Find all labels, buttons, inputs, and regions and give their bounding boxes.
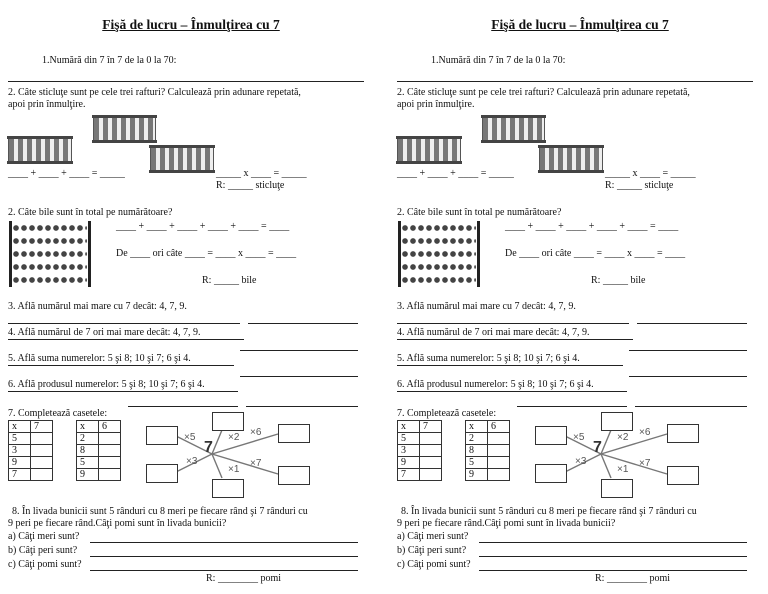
question-c: c) Câţi pomi sunt? [397,559,471,570]
bottle-shelf-image [539,147,603,171]
exercise-1-text: 1.Numără din 7 în 7 de la 0 la 70: [42,55,177,66]
abacus-image [398,221,480,287]
exercise-2-text: 2. Câte sticluţe sunt pe cele trei rafturi? Calculează prin adunare repetată, [397,87,690,98]
table-cell: 2 [466,433,488,445]
worksheet-left [6,0,376,594]
answer-box[interactable] [667,466,699,485]
answer-box[interactable] [278,424,310,443]
operator-label: ×1 [617,464,629,475]
answer-line [637,323,747,324]
table-blank-cell[interactable] [488,445,510,457]
answer-line [629,350,747,351]
answer-line [240,350,358,351]
abacus-multiplication-blanks: De ____ ori câte ____ = ____ x ____ = ____ [116,248,297,259]
table-cell: 3 [9,445,31,457]
worksheet-title: Fişă de lucru – Înmulţirea cu 7 [102,17,280,32]
addition-blanks: ____ + ____ + ____ = _____ [8,168,125,179]
answer-box[interactable] [212,479,244,498]
exercise-7-text: 6. Află produsul numerelor: 5 şi 8; 10 şi 7; 6 şi 4. [397,379,594,390]
answer-line [635,406,747,407]
table-cell: 8 [77,445,99,457]
answer-line [248,323,358,324]
answer-line [397,339,633,340]
multiplication-table-7 [8,420,53,481]
table-cell: 9 [466,469,488,481]
table-cell: 3 [398,445,420,457]
final-answer: R: ________ pomi [206,573,282,584]
exercise-5-text: 4. Află numărul de 7 ori mai mare decât: 4, 7, 9. [397,327,590,338]
exercise-8-text: 7. Completează casetele: [397,408,497,419]
exercise-7-text: 6. Află produsul numerelor: 5 şi 8; 10 şi 7; 6 şi 4. [8,379,205,390]
exercise-2-text-cont: apoi prin înmulţire. [8,99,86,110]
answer-line [128,406,238,407]
abacus-addition-blanks: ____ + ____ + ____ + ____ + ____ = ____ [116,221,290,232]
table-cell: 9 [398,457,420,469]
answer-box[interactable] [535,464,567,483]
answer-box[interactable] [535,426,567,445]
final-answer: R: ________ pomi [595,573,671,584]
answer-box[interactable] [146,426,178,445]
worksheet-right [395,0,765,594]
multiplication-star-diagram [142,412,310,496]
exercise-9-text: 8. În livada bunicii sunt 5 rânduri cu 8 meri pe fiecare rând şi 7 rânduri cu [12,506,308,517]
answer-line [397,81,753,82]
question-b: b) Câţi peri sunt? [8,545,78,556]
table-cell: 5 [398,433,420,445]
table-blank-cell[interactable] [31,469,53,481]
question-b: b) Câţi peri sunt? [397,545,467,556]
answer-box[interactable] [278,466,310,485]
answer-line [90,542,358,543]
multiplication-table-6 [76,420,121,481]
table-cell: 9 [9,457,31,469]
exercise-2-text: 2. Câte sticluţe sunt pe cele trei rafturi? Calculează prin adunare repetată, [8,87,301,98]
table-blank-cell[interactable] [99,433,121,445]
operator-label: ×1 [228,464,240,475]
question-c: c) Câţi pomi sunt? [8,559,82,570]
table-cell: 5 [9,433,31,445]
operator-label: ×7 [250,458,262,469]
table-blank-cell[interactable] [488,433,510,445]
table-header-cell: 6 [488,421,510,433]
center-number: 7 [593,439,602,456]
exercise-2-text-cont: apoi prin înmulţire. [397,99,475,110]
answer-line [8,81,364,82]
table-header-cell: x [466,421,488,433]
table-blank-cell[interactable] [99,469,121,481]
table-header-cell: 7 [420,421,442,433]
answer-line [397,323,629,324]
exercise-9-text: 8. În livada bunicii sunt 5 rânduri cu 8 meri pe fiecare rând şi 7 rânduri cu [401,506,697,517]
table-blank-cell[interactable] [420,469,442,481]
table-blank-cell[interactable] [31,433,53,445]
exercise-4-text: 3. Află numărul mai mare cu 7 decât: 4, 7, 9. [397,301,576,312]
table-blank-cell[interactable] [31,445,53,457]
answer-box[interactable] [146,464,178,483]
answer-line [479,556,747,557]
table-cell: 2 [77,433,99,445]
multiplication-table-6 [465,420,510,481]
answer-line [629,376,747,377]
answer-line [8,339,244,340]
table-cell: 9 [77,469,99,481]
operator-label: ×3 [186,456,198,467]
operator-label: ×2 [617,432,629,443]
center-number: 7 [204,439,213,456]
answer-bottles: R: _____ sticluţe [605,180,674,191]
operator-label: ×5 [184,432,196,443]
answer-line [240,376,358,377]
answer-bottles: R: _____ sticluţe [216,180,285,191]
table-cell: 5 [77,457,99,469]
answer-line [8,323,240,324]
answer-beads: R: _____ bile [202,275,257,286]
addition-blanks: ____ + ____ + ____ = _____ [397,168,514,179]
exercise-6-text: 5. Află suma numerelor: 5 şi 8; 10 şi 7; 6 şi 4. [8,353,191,364]
operator-label: ×6 [250,427,262,438]
answer-line [90,570,358,571]
answer-box[interactable] [667,424,699,443]
answer-box[interactable] [601,479,633,498]
multiplication-blanks: _____ x ____ = _____ [605,168,696,179]
abacus-image [9,221,91,287]
operator-label: ×2 [228,432,240,443]
operator-label: ×3 [575,456,587,467]
answer-box[interactable] [601,412,633,431]
table-cell: 5 [466,457,488,469]
exercise-8-text: 7. Completează casetele: [8,408,108,419]
question-a: a) Câţi meri sunt? [397,531,469,542]
operator-label: ×5 [573,432,585,443]
table-blank-cell[interactable] [420,433,442,445]
answer-line [479,570,747,571]
answer-box[interactable] [212,412,244,431]
operator-label: ×6 [639,427,651,438]
exercise-3-text: 2. Câte bile sunt în total pe numărătoare? [397,207,562,218]
table-blank-cell[interactable] [420,457,442,469]
multiplication-table-7 [397,420,442,481]
abacus-addition-blanks: ____ + ____ + ____ + ____ + ____ = ____ [505,221,679,232]
multiplication-star-diagram [531,412,699,496]
answer-line [8,391,238,392]
exercise-4-text: 3. Află numărul mai mare cu 7 decât: 4, 7, 9. [8,301,187,312]
bottle-shelf-image [482,117,545,141]
table-header-cell: 7 [31,421,53,433]
answer-line [397,365,623,366]
answer-line [8,365,234,366]
answer-line [246,406,358,407]
exercise-1-text: 1.Numără din 7 în 7 de la 0 la 70: [431,55,566,66]
bottle-shelf-image [93,117,156,141]
exercise-6-text: 5. Află suma numerelor: 5 şi 8; 10 şi 7; 6 şi 4. [397,353,580,364]
exercise-9-text-cont: 9 peri pe fiecare rând.Câţi pomi sunt în livada bunicii? [397,518,616,529]
answer-line [397,391,627,392]
answer-line [90,556,358,557]
table-blank-cell[interactable] [488,469,510,481]
table-cell: 7 [9,469,31,481]
answer-beads: R: _____ bile [591,275,646,286]
exercise-3-text: 2. Câte bile sunt în total pe numărătoare? [8,207,173,218]
exercise-5-text: 4. Află numărul de 7 ori mai mare decât: 4, 7, 9. [8,327,201,338]
table-header-cell: x [77,421,99,433]
table-blank-cell[interactable] [420,445,442,457]
bottle-shelf-image [397,138,461,162]
table-blank-cell[interactable] [99,457,121,469]
table-header-cell: x [398,421,420,433]
multiplication-blanks: _____ x ____ = _____ [216,168,307,179]
table-cell: 7 [398,469,420,481]
worksheet-title: Fişă de lucru – Înmulţirea cu 7 [491,17,669,32]
question-a: a) Câţi meri sunt? [8,531,80,542]
answer-line [479,542,747,543]
exercise-9-text-cont: 9 peri pe fiecare rând.Câţi pomi sunt în livada bunicii? [8,518,227,529]
table-blank-cell[interactable] [31,457,53,469]
bottle-shelf-image [150,147,214,171]
table-blank-cell[interactable] [488,457,510,469]
bottle-shelf-image [8,138,72,162]
abacus-multiplication-blanks: De ____ ori câte ____ = ____ x ____ = ____ [505,248,686,259]
table-header-cell: x [9,421,31,433]
table-blank-cell[interactable] [99,445,121,457]
operator-label: ×7 [639,458,651,469]
table-cell: 8 [466,445,488,457]
answer-line [517,406,627,407]
table-header-cell: 6 [99,421,121,433]
